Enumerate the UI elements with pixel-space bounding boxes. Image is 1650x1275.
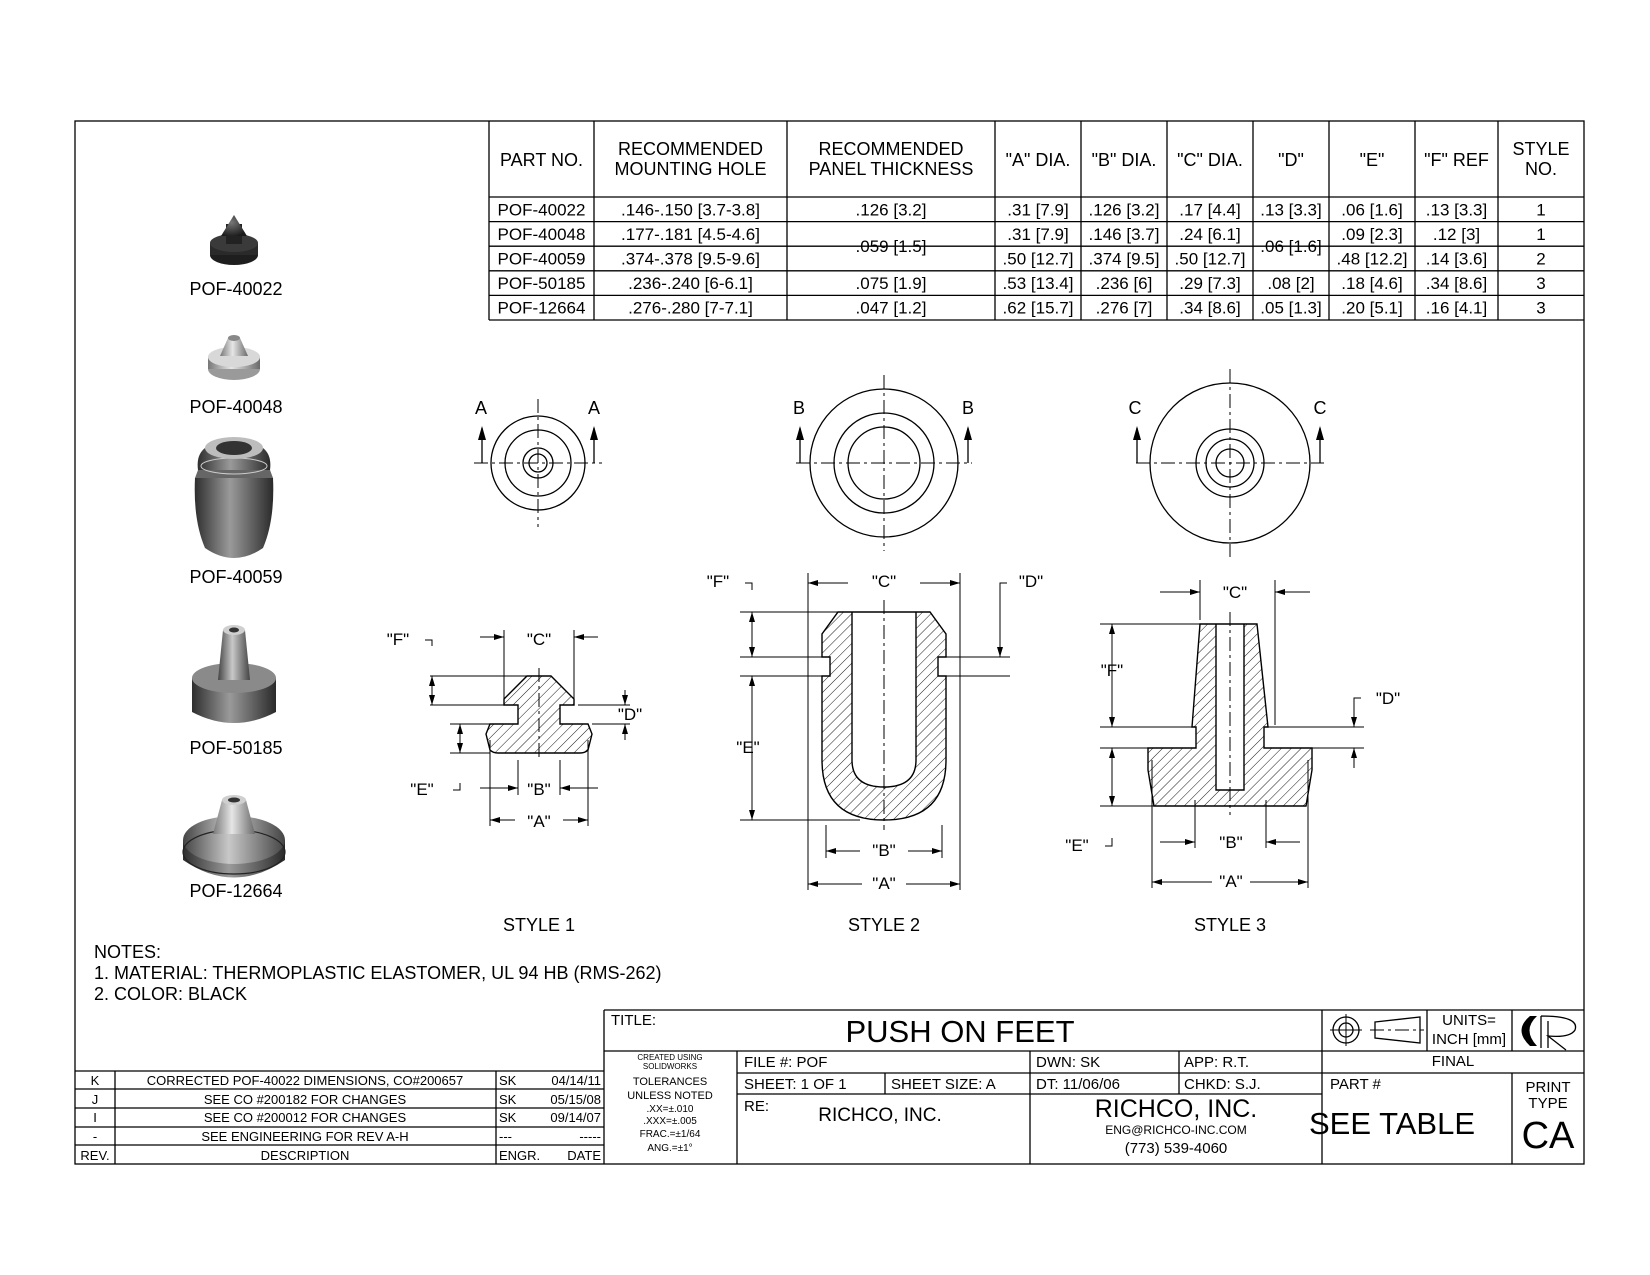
- part-image-pof-12664: [183, 795, 285, 878]
- table-cell: .13 [3.3]: [1260, 200, 1322, 220]
- part-image-pof-50185: [192, 625, 276, 723]
- dim-label-b: "B": [1219, 833, 1243, 852]
- style-1-views: [387, 398, 642, 935]
- table-cell: POF-40048: [497, 224, 586, 244]
- table-cell: .276 [7]: [1095, 298, 1153, 318]
- dim-label-f: "F": [386, 630, 410, 649]
- tolerance-line: ANG.=±1°: [647, 1143, 693, 1154]
- part-number-label: PART #: [1330, 1076, 1381, 1093]
- table-header-cell: RECOMMENDED: [617, 139, 764, 159]
- style-3-label: STYLE 3: [1193, 915, 1267, 935]
- re-label: RE:: [744, 1098, 770, 1115]
- table-header-cell: MOUNTING HOLE: [614, 159, 767, 179]
- dim-label-a: "A": [872, 874, 896, 893]
- part-thumbnails: [183, 215, 285, 901]
- table-cell: .12 [3]: [1432, 224, 1481, 244]
- table-cell: .059 [1.5]: [855, 237, 927, 257]
- table-cell: .53 [13.4]: [1002, 274, 1074, 294]
- table-cell: .236-.240 [6-6.1]: [628, 274, 753, 294]
- table-header-cell: RECOMMENDED: [818, 139, 964, 159]
- revision-row: [93, 1110, 601, 1125]
- sheet-size: SHEET SIZE: A: [891, 1076, 996, 1093]
- table-cell: POF-40059: [497, 249, 586, 269]
- table-cell: .047 [1.2]: [855, 298, 927, 318]
- rev-date: 04/14/11: [551, 1073, 601, 1088]
- rev-engineer: SK: [499, 1073, 517, 1088]
- style-2-top-view: [796, 375, 975, 551]
- table-header-cell: NO.: [1524, 159, 1558, 179]
- title-block: [604, 1010, 1584, 1164]
- dim-label-d: "D": [617, 705, 643, 724]
- table-cell: POF-50185: [497, 274, 586, 294]
- company-name: RICHCO, INC.: [1094, 1095, 1258, 1123]
- revision-row: [92, 1092, 601, 1107]
- part-image-pof-40048: [208, 335, 260, 380]
- table-cell: .31 [7.9]: [1007, 200, 1069, 220]
- rev-date: 09/14/07: [550, 1110, 601, 1125]
- dim-label-e: "E": [1065, 836, 1089, 855]
- note-item: 2. COLOR: BLACK: [94, 984, 248, 1004]
- drawing-status: FINAL: [1431, 1053, 1475, 1070]
- tolerance-line: UNLESS NOTED: [627, 1090, 713, 1102]
- print-type-label: PRINT: [1525, 1079, 1571, 1096]
- dim-label-a: "A": [527, 812, 551, 831]
- table-cell: .62 [15.7]: [1002, 298, 1074, 318]
- rev-header-description: DESCRIPTION: [260, 1148, 350, 1163]
- table-cell: 3: [1536, 274, 1546, 294]
- table-header-cell: PANEL THICKNESS: [808, 159, 974, 179]
- table-cell: 3: [1536, 298, 1546, 318]
- rev-engineer: SK: [499, 1092, 517, 1107]
- revision-row: [91, 1073, 601, 1088]
- table-cell: .146-.150 [3.7-3.8]: [621, 200, 760, 220]
- table-cell: POF-40022: [497, 200, 586, 220]
- table-cell: .18 [4.6]: [1341, 274, 1403, 294]
- table-header-cell: "D": [1278, 150, 1304, 170]
- section-label-b-left: B: [792, 398, 806, 418]
- table-cell: .126 [3.2]: [855, 200, 927, 220]
- table-cell: .50 [12.7]: [1002, 249, 1074, 269]
- drawing-title: PUSH ON FEET: [845, 1014, 1075, 1049]
- rev-letter: -: [92, 1129, 98, 1144]
- table-cell: .146 [3.7]: [1088, 224, 1160, 244]
- title-label: TITLE:: [611, 1012, 657, 1029]
- notes-heading: NOTES:: [94, 942, 162, 962]
- rev-engineer: SK: [499, 1110, 517, 1125]
- units-value: INCH [mm]: [1431, 1031, 1507, 1048]
- checked-by: CHKD: S.J.: [1184, 1076, 1261, 1093]
- print-type-value: CA: [1521, 1115, 1575, 1157]
- part-label: POF-12664: [189, 881, 283, 901]
- part-image-pof-40022: [210, 215, 258, 265]
- rev-letter: K: [90, 1073, 100, 1088]
- table-header-cell: "F" REF: [1424, 150, 1489, 170]
- part-image-pof-40059: [195, 437, 274, 558]
- table-header-cell: "E": [1359, 150, 1385, 170]
- table-cell: .177-.181 [4.5-4.6]: [621, 224, 760, 244]
- section-label-c-left: C: [1128, 398, 1142, 418]
- table-cell: .374-.378 [9.5-9.6]: [621, 249, 760, 269]
- dim-label-d: "D": [1018, 572, 1044, 591]
- table-header-cell: PART NO.: [499, 150, 584, 170]
- rev-engineer: ---: [499, 1129, 512, 1144]
- table-cell: .34 [8.6]: [1425, 274, 1488, 294]
- table-cell: .236 [6]: [1095, 274, 1153, 294]
- dim-label-f: "F": [1100, 661, 1124, 680]
- dim-label-e: "E": [736, 738, 760, 757]
- print-type-label: TYPE: [1528, 1095, 1568, 1112]
- revision-header: [80, 1148, 601, 1163]
- dim-label-c: "C": [871, 572, 897, 591]
- approved-by: APP: R.T.: [1184, 1054, 1250, 1071]
- rev-description: SEE CO #200012 FOR CHANGES: [203, 1110, 407, 1125]
- dim-label-b: "B": [872, 841, 896, 860]
- rev-letter: J: [91, 1092, 99, 1107]
- dim-label-e: "E": [410, 780, 434, 799]
- style-1-top-view: [474, 399, 602, 527]
- table-cell: .31 [7.9]: [1007, 224, 1069, 244]
- tolerance-line: .XX=±.010: [646, 1104, 694, 1115]
- table-cell: .08 [2]: [1267, 274, 1315, 294]
- table-cell: .374 [9.5]: [1088, 249, 1160, 269]
- table-cell: .24 [6.1]: [1179, 224, 1241, 244]
- created-using-label: CREATED USING: [637, 1053, 703, 1062]
- tolerance-line: FRAC.=±1/64: [639, 1129, 701, 1140]
- company-email: ENG@RICHCO-INC.COM: [1105, 1123, 1247, 1137]
- third-angle-projection-icon: [1330, 1014, 1424, 1046]
- part-label: POF-40022: [189, 279, 283, 299]
- solidworks-label: SOLIDWORKS: [642, 1062, 698, 1071]
- table-header-cell: "C" DIA.: [1177, 150, 1243, 170]
- company-phone: (773) 539-4060: [1124, 1140, 1228, 1157]
- dim-label-d: "D": [1375, 689, 1401, 708]
- table-cell: .276-.280 [7-7.1]: [628, 298, 753, 318]
- rev-header-rev: REV.: [80, 1148, 110, 1163]
- dim-label-c: "C": [526, 630, 552, 649]
- table-cell: .075 [1.9]: [855, 274, 927, 294]
- part-label: POF-40048: [189, 397, 283, 417]
- note-item: 1. MATERIAL: THERMOPLASTIC ELASTOMER, UL 94 HB (RMS-262): [94, 963, 662, 983]
- dim-label-f: "F": [706, 572, 730, 591]
- tolerance-line: .XXX=±.005: [643, 1116, 697, 1127]
- part-number-value: SEE TABLE: [1309, 1106, 1475, 1141]
- table-cell: 2: [1536, 249, 1546, 269]
- rev-header-date: DATE: [567, 1148, 601, 1163]
- part-label: POF-50185: [189, 738, 283, 758]
- rev-date: 05/15/08: [550, 1092, 601, 1107]
- rev-description: SEE CO #200182 FOR CHANGES: [203, 1092, 407, 1107]
- drawn-by: DWN: SK: [1036, 1054, 1101, 1071]
- file-number: FILE #: POF: [744, 1054, 828, 1071]
- spec-table: [489, 121, 1584, 320]
- richco-logo-icon: [1522, 1016, 1576, 1050]
- section-label-a-left: A: [474, 398, 488, 418]
- style-2-label: STYLE 2: [847, 915, 921, 935]
- table-cell: .29 [7.3]: [1179, 274, 1241, 294]
- units-label: UNITS=: [1442, 1012, 1496, 1029]
- section-label-a-right: A: [587, 398, 601, 418]
- rev-description: SEE ENGINEERING FOR REV A-H: [201, 1129, 409, 1144]
- table-cell: .06 [1.6]: [1341, 200, 1403, 220]
- table-cell: 1: [1536, 224, 1546, 244]
- tolerance-line: TOLERANCES: [632, 1076, 708, 1088]
- dim-label-b: "B": [527, 780, 551, 799]
- section-label-b-right: B: [961, 398, 975, 418]
- dim-label-c: "C": [1222, 583, 1248, 602]
- table-cell: .50 [12.7]: [1174, 249, 1246, 269]
- table-cell: .126 [3.2]: [1088, 200, 1160, 220]
- style-1-label: STYLE 1: [502, 915, 576, 935]
- revision-table: [75, 1010, 604, 1164]
- table-header-cell: STYLE: [1512, 139, 1570, 159]
- style-3-top-view: [1133, 369, 1324, 557]
- table-cell: .05 [1.3]: [1260, 298, 1322, 318]
- rev-header-engineer: ENGR.: [499, 1148, 541, 1163]
- table-cell: .09 [2.3]: [1341, 224, 1403, 244]
- table-cell: .06 [1.6]: [1260, 237, 1322, 257]
- table-header-cell: "B" DIA.: [1091, 150, 1157, 170]
- rev-date: -----: [579, 1129, 601, 1144]
- notes: [94, 942, 661, 1004]
- rev-letter: I: [93, 1110, 97, 1125]
- table-cell: .13 [3.3]: [1425, 200, 1488, 220]
- section-label-c-right: C: [1313, 398, 1327, 418]
- revision-row: [93, 1129, 601, 1144]
- table-cell: 1: [1536, 200, 1546, 220]
- style-2-views: [707, 375, 1043, 935]
- table-cell: POF-12664: [497, 298, 586, 318]
- style-3-views: [1065, 369, 1400, 935]
- table-cell: .17 [4.4]: [1179, 200, 1241, 220]
- dim-label-a: "A": [1219, 872, 1243, 891]
- rev-description: CORRECTED POF-40022 DIMENSIONS, CO#200657: [146, 1073, 464, 1088]
- table-cell: .20 [5.1]: [1341, 298, 1403, 318]
- table-cell: .14 [3.6]: [1425, 249, 1488, 269]
- table-cell: .34 [8.6]: [1179, 298, 1241, 318]
- sheet-number: SHEET: 1 OF 1: [744, 1076, 847, 1093]
- table-header-cell: "A" DIA.: [1005, 150, 1071, 170]
- table-cell: .48 [12.2]: [1336, 249, 1408, 269]
- re-value: RICHCO, INC.: [818, 1105, 942, 1126]
- drawn-date: DT: 11/06/06: [1036, 1076, 1120, 1093]
- part-label: POF-40059: [189, 567, 283, 587]
- table-cell: .16 [4.1]: [1425, 298, 1488, 318]
